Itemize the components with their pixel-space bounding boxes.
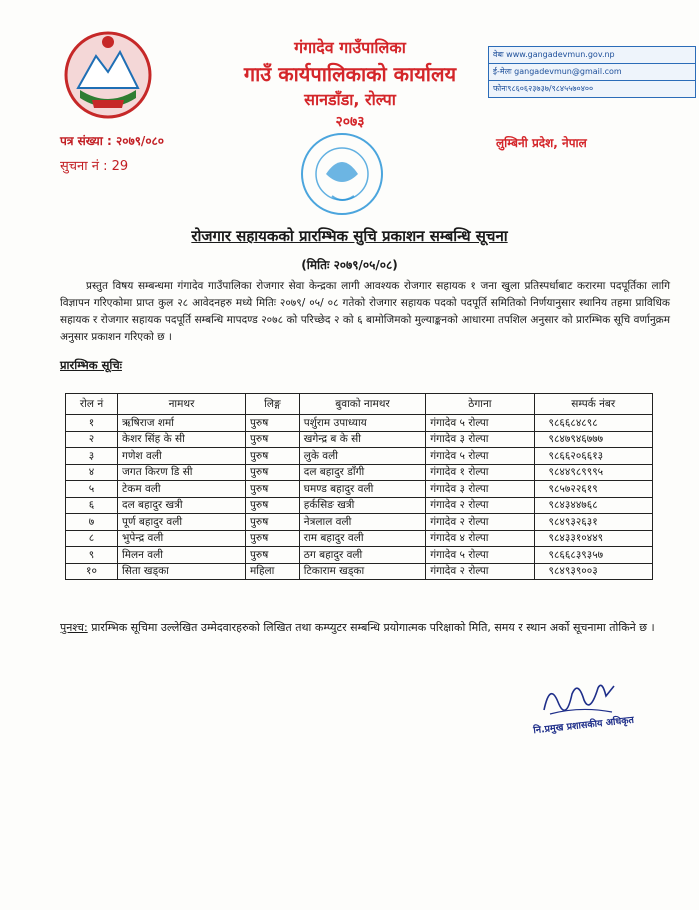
intro-paragraph: प्रस्तुत विषय सम्बन्धमा गंगादेव गाउँपालिका रोजगार सेवा केन्द्रका लागी आवश्यक रोजगार सहायक १ जना खुला प्रतिस्पर्धाबाट करारमा पदपूर्तिका लागि विज्ञापन गरिएकोमा प्राप्त कुल २८ आवेदनहरु मध्ये मितिः २०७९/ ०५/ ०८ गतेको रोजगार सहायक पदको पदपूर्ति समितिको निर्णयानुसार स्थानिय तहमा प्राविधिक सहायक र रोजगार सहायक पदपूर्ति सम्बन्धि मापदण्ड २०७८ को परिच्छेद २ को ६ बामोजिमको मुल्याङ्कनको आधारमा तपशिल अनुसार को प्रारम्भिक सूचि वर्णानुक्रम अनुसार प्रकाशन गरिएको छ । <box>60 280 670 343</box>
table-cell: ९८६६२०६६१३ <box>534 448 652 465</box>
table-cell: १० <box>66 563 118 580</box>
office-name: गंगादेव गाउँपालिका <box>294 38 406 57</box>
table-cell: गंगादेव १ रोल्पा <box>426 464 534 481</box>
table-cell: ९ <box>66 547 118 564</box>
table-cell: गंगादेव ३ रोल्पा <box>426 431 534 448</box>
table-cell: सिता खड्का <box>118 563 246 580</box>
column-header: लिङ्ग <box>245 394 299 415</box>
table-cell: महिला <box>245 563 299 580</box>
column-header: रोल नं <box>66 394 118 415</box>
table-cell: घमण्ड बहादुर वली <box>299 481 425 498</box>
table-cell: पुरुष <box>245 481 299 498</box>
postscript-text: प्रारम्भिक सूचिमा उल्लेखित उम्मेदवारहरुको लिखित तथा कम्प्युटर सम्बन्धि प्रयोगात्मक परिक्षाको मिति, समय र स्थान अर्को सूचनामा तोकिने छ । <box>87 621 655 634</box>
table-cell: गंगादेव ५ रोल्पा <box>426 547 534 564</box>
reference-number: पत्र संख्या : २०७९/०८० <box>60 134 165 148</box>
table-cell: ९८४७९४६७७७ <box>534 431 652 448</box>
table-cell: गंगादेव ५ रोल्पा <box>426 415 534 432</box>
table-row <box>66 497 653 514</box>
table-cell: ठग बहादुर वली <box>299 547 425 564</box>
signatory-title: नि.प्रमुख प्रशासकीय अधिकृत <box>532 714 635 737</box>
table-cell: गंगादेव २ रोल्पा <box>426 514 534 531</box>
table-cell: पुरुष <box>245 547 299 564</box>
table-cell: टेकम वली <box>118 481 246 498</box>
column-header: बुवाको नामथर <box>299 394 425 415</box>
table-cell: ३ <box>66 448 118 465</box>
table-cell: ६ <box>66 497 118 514</box>
table-cell: पुरुष <box>245 448 299 465</box>
phone-text: फोनः९८६०६२३७३७/९८४५५७०४०० <box>489 80 695 97</box>
table-cell: ९८४४९८९९९५ <box>534 464 652 481</box>
table-cell: गंगादेव ३ रोल्पा <box>426 481 534 498</box>
table-cell: पुरुष <box>245 431 299 448</box>
postscript-label: पुनश्च: <box>60 621 88 634</box>
table-row <box>66 415 653 432</box>
table-cell: हर्कसिङ खत्री <box>299 497 425 514</box>
table-cell: पूर्ण बहादुर वली <box>118 514 246 531</box>
website-text: वेबः www.gangadevmun.gov.np <box>493 50 615 59</box>
table-cell: २ <box>66 431 118 448</box>
table-cell: १ <box>66 415 118 432</box>
table-header-row <box>66 394 653 415</box>
contact-box <box>488 46 696 98</box>
table-cell: पर्शुराम उपाध्याय <box>299 415 425 432</box>
table-cell: गंगादेव ५ रोल्पा <box>426 448 534 465</box>
table-cell: मिलन वली <box>118 547 246 564</box>
table-row <box>66 563 653 580</box>
table-row <box>66 464 653 481</box>
table-row <box>66 448 653 465</box>
email-text: ई-मेलः gangadevmun@gmail.com <box>489 63 695 80</box>
table-cell: पुरुष <box>245 415 299 432</box>
list-heading: प्रारम्भिक सूचिः <box>60 358 122 372</box>
table-cell: दल बहादुर डाँगी <box>299 464 425 481</box>
office-title: गाउँ कार्यपालिकाको कार्यालय <box>243 62 457 86</box>
table-cell: नेत्रलाल वली <box>299 514 425 531</box>
table-cell: ९८४९३९००३ <box>534 563 652 580</box>
table-cell: पुरुष <box>245 464 299 481</box>
office-year: २०७३ <box>335 114 365 130</box>
table-cell: ९८४३३१०४४९ <box>534 530 652 547</box>
table-row <box>66 481 653 498</box>
table-cell: जगत किरण डि सी <box>118 464 246 481</box>
table-cell: गंगादेव ४ रोल्पा <box>426 530 534 547</box>
table-row <box>66 514 653 531</box>
table-cell: टिकाराम खड्का <box>299 563 425 580</box>
notice-number: सुचना नं : 29 <box>60 159 129 174</box>
table-cell: ऋषिराज शर्मा <box>118 415 246 432</box>
office-address: सानडाँडा, रोल्पा <box>304 90 396 109</box>
table-cell: लुके वली <box>299 448 425 465</box>
table-cell: पुरुष <box>245 530 299 547</box>
nepal-emblem-logo <box>62 28 154 122</box>
table-cell: गंगादेव २ रोल्पा <box>426 497 534 514</box>
table-cell: ४ <box>66 464 118 481</box>
table-cell: ९८६६८३९३५७ <box>534 547 652 564</box>
province-label: लुम्बिनी प्रदेश, नेपाल <box>496 136 587 150</box>
signature <box>540 676 620 720</box>
table-row <box>66 547 653 564</box>
postscript <box>60 618 672 638</box>
table-cell: पुरुष <box>245 514 299 531</box>
notice-title: रोजगार सहायकको प्रारम्भिक सुचि प्रकाशन सम्बन्धि सूचना <box>191 227 508 245</box>
table-cell: पुरुष <box>245 497 299 514</box>
table-cell: खगेन्द्र ब के सी <box>299 431 425 448</box>
table-cell: ९८६६८४८९८ <box>534 415 652 432</box>
column-header: ठेगाना <box>426 394 534 415</box>
table-cell: ९८४३४४७६८ <box>534 497 652 514</box>
table-row <box>66 530 653 547</box>
table-cell: दल बहादुर खत्री <box>118 497 246 514</box>
table-cell: ७ <box>66 514 118 531</box>
notice-date: (मितिः २०७९/०५/०८) <box>301 258 398 272</box>
table-cell: गंगादेव २ रोल्पा <box>426 563 534 580</box>
table-cell: ५ <box>66 481 118 498</box>
column-header: नामथर <box>118 394 246 415</box>
table-cell: राम बहादुर वली <box>299 530 425 547</box>
table-cell: ९८४९३२६३१ <box>534 514 652 531</box>
table-cell: ९८५७२२६१९ <box>534 481 652 498</box>
office-seal-stamp <box>296 130 388 218</box>
table-cell: केशर सिंह के सी <box>118 431 246 448</box>
preliminary-list-table <box>65 393 653 580</box>
table-row <box>66 431 653 448</box>
table-cell: गणेश वली <box>118 448 246 465</box>
table-cell: ८ <box>66 530 118 547</box>
table-cell: भुपेन्द्र वली <box>118 530 246 547</box>
column-header: सम्पर्क नंबर <box>534 394 652 415</box>
